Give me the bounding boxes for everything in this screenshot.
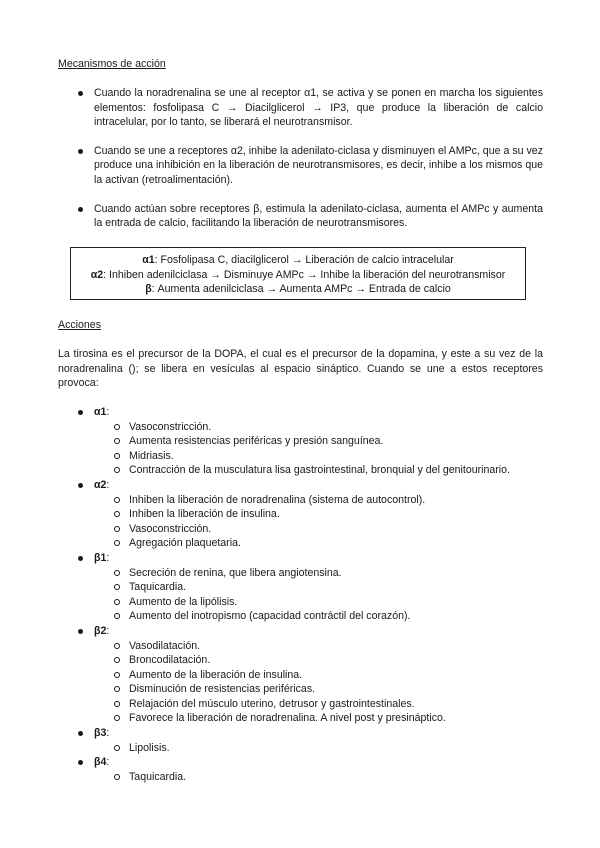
effect-item: Secreción de renina, que libera angiotensina. (58, 566, 558, 581)
effect-item: Agregación plaquetaria. (58, 536, 558, 551)
receptor-list (58, 405, 558, 784)
bullet-dot (78, 91, 83, 96)
effect-item: Aumento del inotropismo (capacidad contráctil del corazón). (58, 609, 558, 624)
mechanism-bullet (58, 202, 543, 231)
receptor-name: β4 (94, 756, 107, 769)
mechanisms-list (58, 86, 543, 245)
mechanism-bullet (58, 144, 543, 188)
effect-item: Inhiben la liberación de noradrenalina (sistema de autocontrol). (58, 493, 558, 508)
receptor-alpha1: α1: Vasoconstricción. Aumenta resistencias periféricas y presión sanguínea. Midriasis. Contracción de la musculatura lisa gastrointestinal, bronquial y del genitourinario. (58, 405, 558, 478)
receptor-name: β2 (94, 624, 107, 637)
receptor-beta2: β2: Vasodilatación. Broncodilatación. Aumento de la liberación de insulina. Disminución de resistencias periféricas. Relajación del músculo uterino, detrusor y gastrointestinales. Favorece la liberación de noradrenalina. A nivel post y presináptico. (58, 624, 558, 726)
effect-item: Disminución de resistencias periféricas. (58, 682, 558, 697)
summary-line-alpha1: α1: Fosfolipasa C, diacilglicerol → Liberación de calcio intracelular (142, 254, 454, 266)
receptor-name: β3 (94, 727, 107, 740)
mechanisms-heading: Mecanismos de acción (58, 58, 166, 70)
bullet-dot (78, 149, 83, 154)
effect-item: Aumenta resistencias periféricas y presión sanguínea. (58, 434, 558, 449)
effect-item: Vasoconstricción. (58, 522, 558, 537)
receptor-name: α2 (94, 478, 107, 491)
effect-item: Midriasis. (58, 449, 558, 464)
effect-item: Inhiben la liberación de insulina. (58, 507, 558, 522)
effect-item: Aumento de la lipólisis. (58, 595, 558, 610)
effect-item: Vasoconstricción. (58, 420, 558, 435)
mechanism-text: Cuando la noradrenalina se une al receptor α1, se activa y se ponen en marcha los siguientes elementos: fosfolipasa C → Diacilglicerol → IP3, que produce la liberación de calcio intracelular, por lo tanto, se liberará el neurotransmisor. (94, 87, 543, 129)
effect-item: Relajación del músculo uterino, detrusor y gastrointestinales. (58, 697, 558, 712)
actions-intro: La tirosina es el precursor de la DOPA, el cual es el precursor de la dopamina, y este a su vez de la noradrenalina (); se libera en vesículas al espacio sináptico. Cuando se une a estos receptores provoca: (58, 348, 543, 390)
bullet-dot (78, 483, 83, 488)
bullet-dot (78, 207, 83, 212)
bullet-dot (78, 731, 83, 736)
effect-item: Lipolisis. (58, 741, 558, 756)
bullet-dot (78, 410, 83, 415)
effect-item: Broncodilatación. (58, 653, 558, 668)
receptor-beta3: β3: Lipolisis. (58, 726, 558, 755)
effect-item: Vasodilatación. (58, 639, 558, 654)
mechanism-text: Cuando actúan sobre receptores β, estimula la adenilato-ciclasa, aumenta el AMPc y aumenta la entrada de calcio, facilitando la liberación de neurotransmisores. (94, 202, 543, 230)
effect-item: Contracción de la musculatura lisa gastrointestinal, bronquial y del genitourinario. (58, 463, 558, 478)
receptor-name: β1 (94, 551, 107, 564)
receptor-beta1: β1: Secreción de renina, que libera angiotensina. Taquicardia. Aumento de la lipólisis. Aumento del inotropismo (capacidad contráctil del corazón). (58, 551, 558, 624)
bullet-dot (78, 760, 83, 765)
summary-line-alpha2: α2: Inhiben adenilciclasa → Disminuye AMPc → Inhibe la liberación del neurotransmisor (90, 268, 506, 281)
summary-line-beta: β: Aumenta adenilciclasa → Aumenta AMPc → Entrada de calcio (145, 283, 451, 295)
bullet-dot (78, 629, 83, 634)
mechanism-bullet (58, 86, 543, 130)
mechanism-text: Cuando se une a receptores α2, inhibe la adenilato-ciclasa y disminuyen el AMPc, que a su vez produce una inhibición en la liberación de neurotransmisores, es decir, inhibe a los mismos que la activan (retroalimentación). (94, 144, 543, 186)
actions-heading: Acciones (58, 319, 101, 331)
bullet-dot (78, 556, 83, 561)
receptor-name: α1 (94, 406, 107, 418)
effect-item: Favorece la liberación de noradrenalina. A nivel post y presináptico. (58, 711, 558, 726)
effect-item: Taquicardia. (58, 770, 558, 785)
effect-item: Aumento de la liberación de insulina. (58, 668, 558, 683)
receptor-beta4: β4: Taquicardia. (58, 755, 558, 784)
receptor-alpha2: α2: Inhiben la liberación de noradrenalina (sistema de autocontrol). Inhiben la liberación de insulina. Vasoconstricción. Agregación plaquetaria. (58, 478, 558, 551)
effect-item: Taquicardia. (58, 580, 558, 595)
summary-box (70, 247, 526, 300)
